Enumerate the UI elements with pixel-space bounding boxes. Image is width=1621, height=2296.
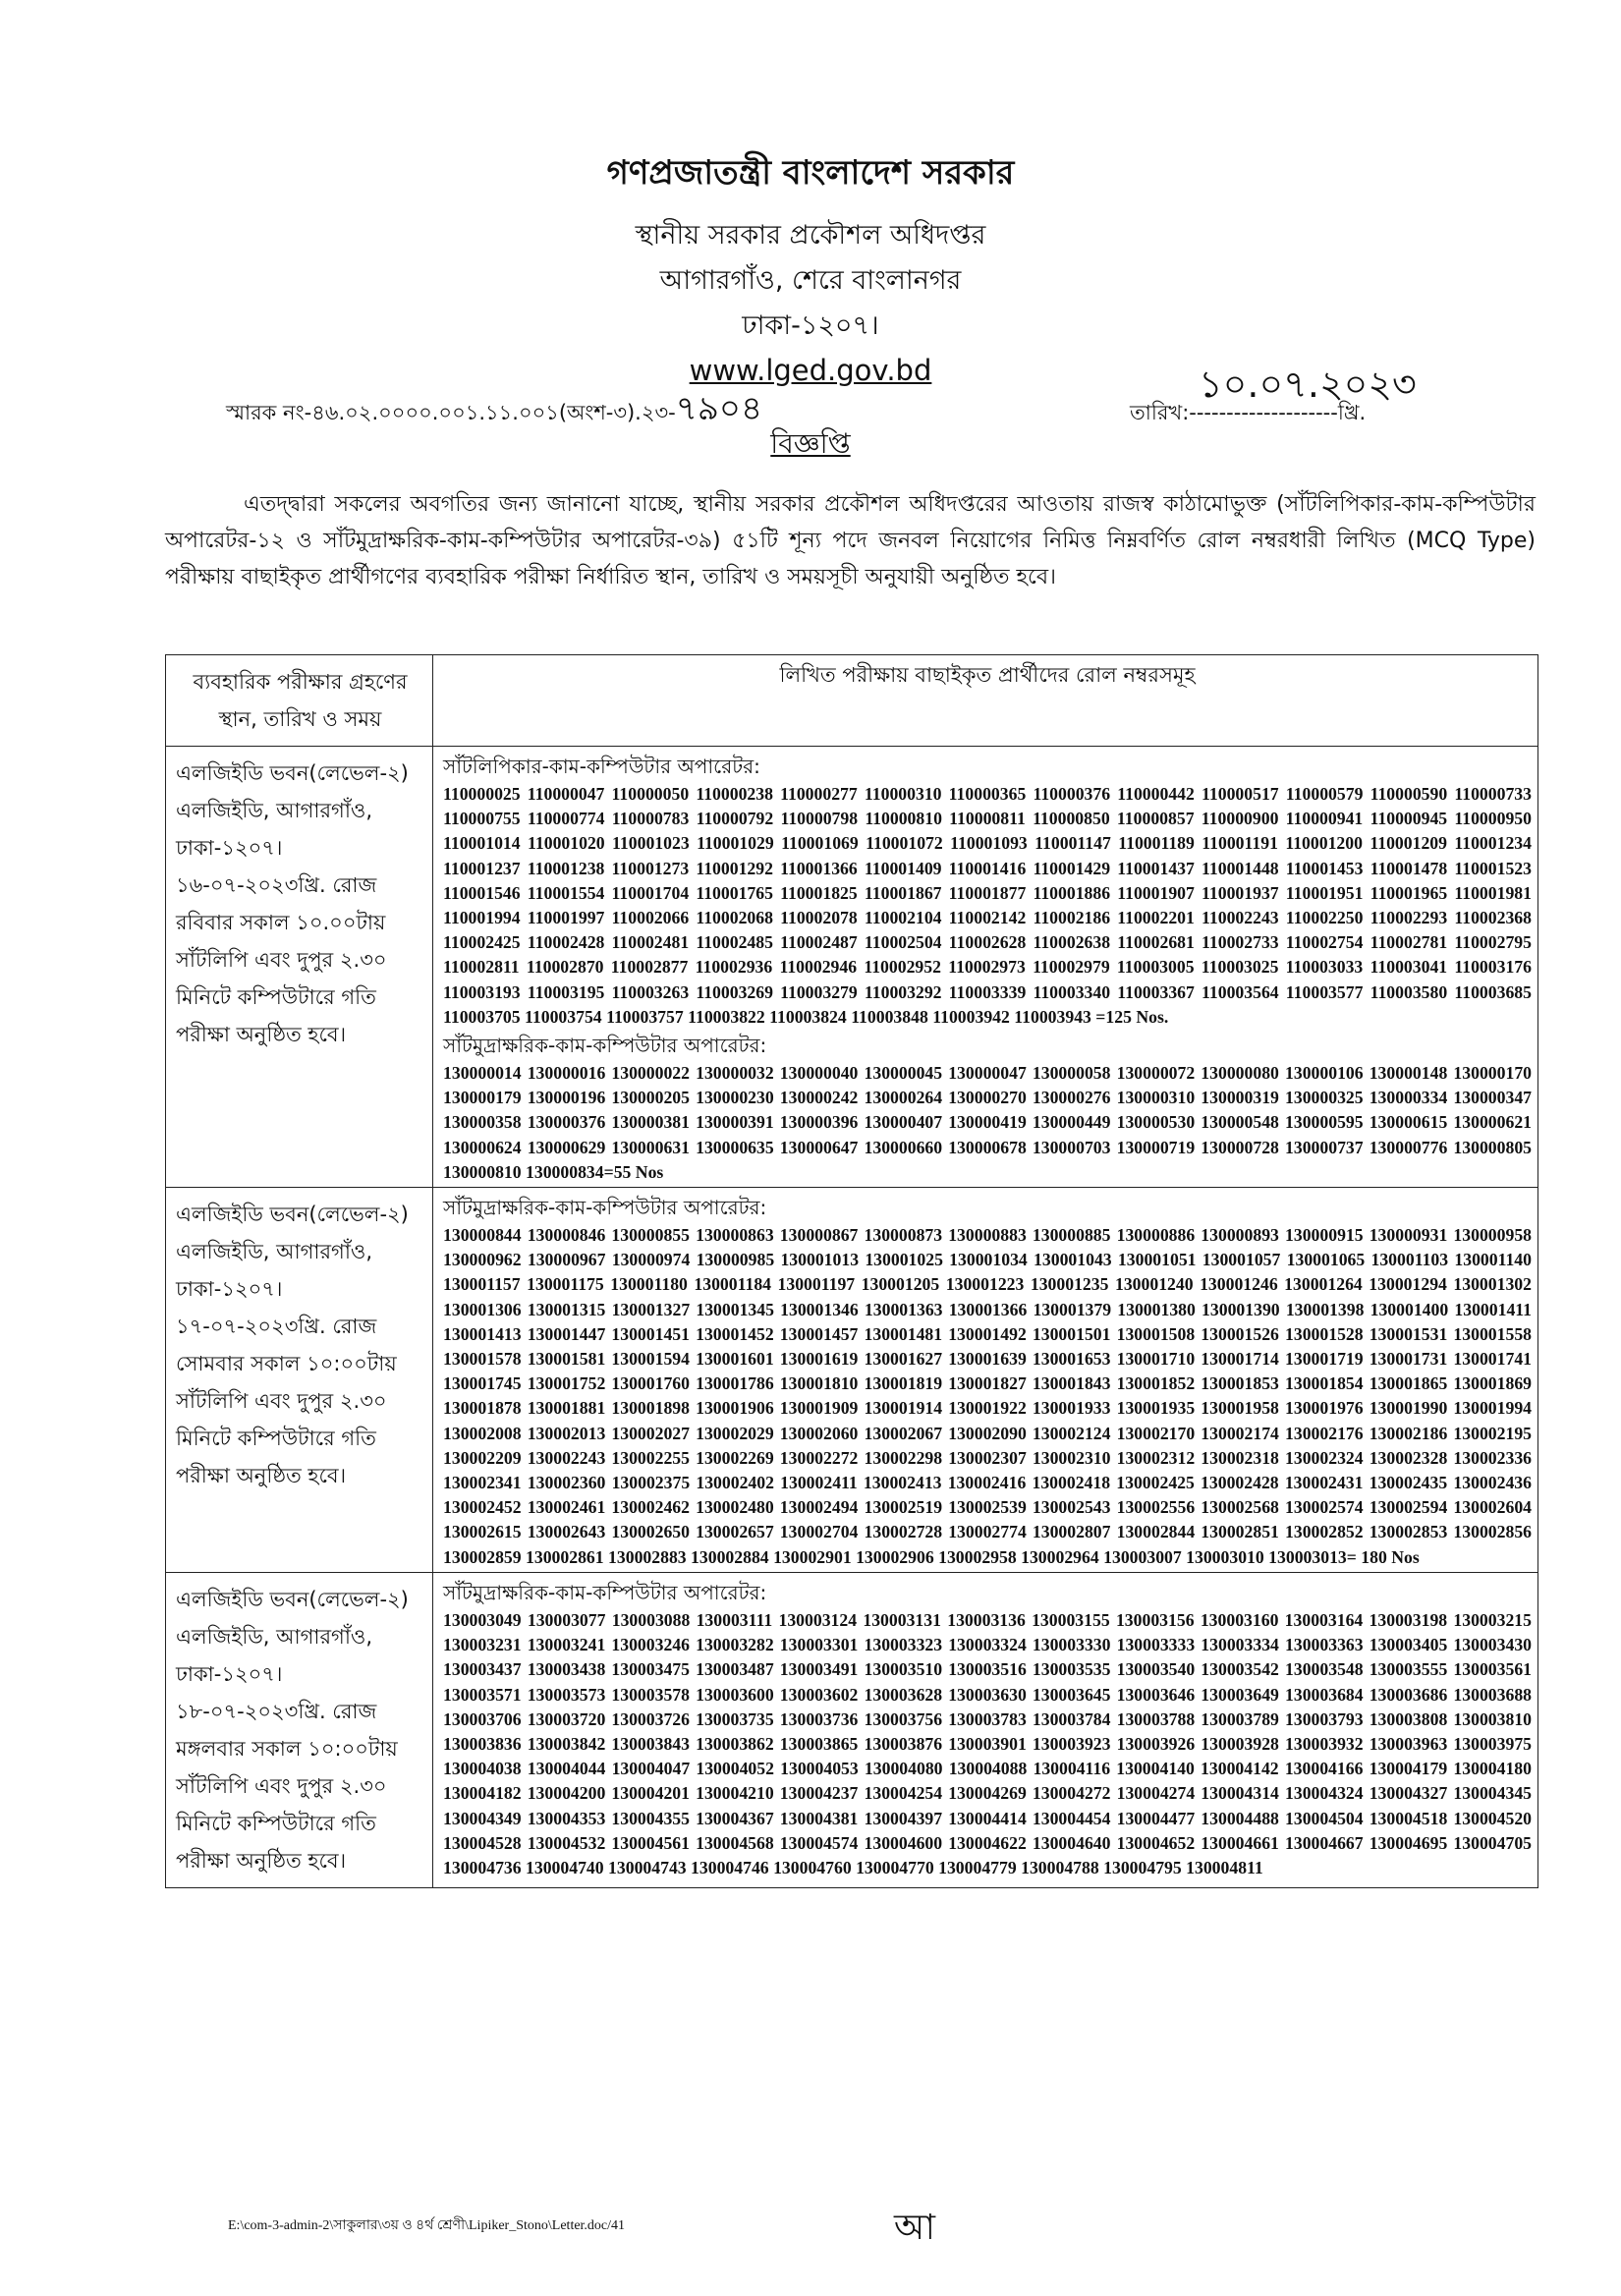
table-row (166, 1572, 1538, 1887)
memo-label: স্মারক নং-৪৬.০২.০০০০.০০১.১১.০০১(অংশ-৩).২৩- (226, 401, 676, 424)
venue-cell: এলজিইডি ভবন(লেভেল-২) এলজিইডি, আগারগাঁও, ঢাকা-১২০৭। ১৮-০৭-২০২৩খ্রি. রোজ মঙ্গলবার সকাল ১০:০০টায় সাঁটলিপি এবং দুপুর ২.৩০ মিনিটে কম্পিউটারে গতি পরীক্ষা অনুষ্ঠিত হবে। (166, 1572, 433, 1887)
address-line-2: ঢাকা-১২০৭। (742, 310, 879, 341)
venue-cell: এলজিইডি ভবন(লেভেল-২) এলজিইডি, আগারগাঁও, ঢাকা-১২০৭। ১৬-০৭-২০২৩খ্রি. রোজ রবিবার সকাল ১০.০০টায় সাঁটলিপি এবং দুপুর ২.৩০ মিনিটে কম্পিউটারে গতি পরীক্ষা অনুষ্ঠিত হবে। (166, 747, 433, 1188)
table-header-row (166, 655, 1538, 747)
post-title: সাঁটমুদ্রাক্ষরিক-কাম-কম্পিউটার অপারেটর: (443, 1580, 767, 1604)
table-row (166, 747, 1538, 1188)
address-line-1: আগারগাঁও, শেরে বাংলানগর (659, 265, 962, 296)
roll-numbers: 110000025 110000047 110000050 110000238 110000277 110000310 110000365 110000376 110000442 110000517 110000579 110000590 110000733 110000755 110000774 110000783 110000792 110000798 110000810 110000811 110000850 110000857 110000900 110000941 110000945 110000950 110001014 110001020 110001023 110001029 110001069 110001072 110001093 110001147 110001189 110001191 110001200 110001209 110001234 110001237 110001238 110001273 110001292 110001366 110001409 110001416 110001429 110001437 110001448 110001453 110001478 110001523 110001546 110001554 110001704 110001765 110001825 110001867 110001877 110001886 110001907 110001937 110001951 110001965 110001981 110001994 110001997 110002066 110002068 110002078 110002104 110002142 110002186 110002201 110002243 110002250 110002293 110002368 110002425 110002428 110002481 110002485 110002487 110002504 110002628 110002638 110002681 110002733 110002754 110002781 110002795 110002811 110002870 110002877 110002936 110002946 110002952 110002973 110002979 110003005 110003025 110003033 110003041 110003176 110003193 110003195 110003263 110003269 110003279 110003292 110003339 110003340 110003367 110003564 110003577 110003580 110003685 110003705 110003754 110003757 110003822 110003824 110003848 110003942 110003943 =125 Nos. (443, 784, 1532, 1027)
roll-numbers: 130000844 130000846 130000855 130000863 130000867 130000873 130000883 130000885 130000886 130000893 130000915 130000931 130000958 130000962 130000967 130000974 130000985 130001013 130001025 130001034 130001043 130001051 130001057 130001065 130001103 130001140 130001157 130001175 130001180 130001184 130001197 130001205 130001223 130001235 130001240 130001246 130001264 130001294 130001302 130001306 130001315 130001327 130001345 130001346 130001363 130001366 130001379 130001380 130001390 130001398 130001400 130001411 130001413 130001447 130001451 130001452 130001457 130001481 130001492 130001501 130001508 130001526 130001528 130001531 130001558 130001578 130001581 130001594 130001601 130001619 130001627 130001639 130001653 130001710 130001714 130001719 130001731 130001741 130001745 130001752 130001760 130001786 130001810 130001819 130001827 130001843 130001852 130001853 130001854 130001865 130001869 130001878 130001881 130001898 130001906 130001909 130001914 130001922 130001933 130001935 130001958 130001976 130001990 130001994 130002008 130002013 130002027 130002029 130002060 130002067 130002090 130002124 130002170 130002174 130002176 130002186 130002195 130002209 130002243 130002255 130002269 130002272 130002298 130002307 130002310 130002312 130002318 130002324 130002328 130002336 130002341 130002360 130002375 130002402 130002411 130002413 130002416 130002418 130002425 130002428 130002431 130002435 130002436 130002452 130002461 130002462 130002480 130002494 130002519 130002539 130002543 130002556 130002568 130002574 130002594 130002604 130002615 130002643 130002650 130002657 130002704 130002728 130002774 130002807 130002844 130002851 130002852 130002853 130002856 130002859 130002861 130002883 130002884 130002901 130002906 130002958 130002964 130003007 130003010 130003013= 180 Nos (443, 1225, 1532, 1567)
date-dashes: -------------------- (1189, 401, 1338, 424)
post-title: সাঁটলিপিকার-কাম-কম্পিউটার অপারেটর: (443, 755, 760, 778)
handwritten-date: ১০.০৭.২০২৩ (1199, 363, 1417, 406)
rolls-cell (433, 1572, 1538, 1887)
government-title: গণপ্রজাতন্ত্রী বাংলাদেশ সরকার (606, 153, 1015, 193)
website-link[interactable]: www.lged.gov.bd (689, 354, 932, 387)
header-rolls-cell: লিখিত পরীক্ষায় বাছাইকৃত প্রার্থীদের রোল নম্বরসমূহ (433, 655, 1538, 747)
venue-cell: এলজিইডি ভবন(লেভেল-২) এলজিইডি, আগারগাঁও, ঢাকা-১২০৭। ১৭-০৭-২০২৩খ্রি. রোজ সোমবার সকাল ১০:০০টায় সাঁটলিপি এবং দুপুর ২.৩০ মিনিটে কম্পিউটারে গতি পরীক্ষা অনুষ্ঠিত হবে। (166, 1188, 433, 1573)
rolls-cell (433, 1188, 1538, 1573)
table-row (166, 1188, 1538, 1573)
post-title: সাঁটমুদ্রাক্ষরিক-কাম-কম্পিউটার অপারেটর: (443, 1034, 767, 1058)
memo-handwritten-number: ৭৯০৪ (675, 389, 763, 428)
roll-numbers: 130003049 130003077 130003088 130003111 130003124 130003131 130003136 130003155 130003156 130003160 130003164 130003198 130003215 130003231 130003241 130003246 130003282 130003301 130003323 130003324 130003330 130003333 130003334 130003363 130003405 130003430 130003437 130003438 130003475 130003487 130003491 130003510 130003516 130003535 130003540 130003542 130003548 130003555 130003561 130003571 130003573 130003578 130003600 130003602 130003628 130003630 130003645 130003646 130003649 130003684 130003686 130003688 130003706 130003720 130003726 130003735 130003736 130003756 130003783 130003784 130003788 130003789 130003793 130003808 130003810 130003836 130003842 130003843 130003862 130003865 130003876 130003901 130003923 130003926 130003928 130003932 130003963 130003975 130004038 130004044 130004047 130004052 130004053 130004080 130004088 130004116 130004140 130004142 130004166 130004179 130004180 130004182 130004200 130004201 130004210 130004237 130004254 130004269 130004272 130004274 130004314 130004324 130004327 130004345 130004349 130004353 130004355 130004367 130004381 130004397 130004414 130004454 130004477 130004488 130004504 130004518 130004520 130004528 130004532 130004561 130004568 130004574 130004600 130004622 130004640 130004652 130004661 130004667 130004695 130004705 130004736 130004740 130004743 130004746 130004760 130004770 130004779 130004788 130004795 130004811 (443, 1609, 1532, 1877)
department-name: স্থানীয় সরকার প্রকৌশল অধিদপ্তর (635, 220, 986, 251)
roll-numbers: 130000014 130000016 130000022 130000032 130000040 130000045 130000047 130000058 130000072 130000080 130000106 130000148 130000170 130000179 130000196 130000205 130000230 130000242 130000264 130000270 130000276 130000310 130000319 130000325 130000334 130000347 130000358 130000376 130000381 130000391 130000396 130000407 130000419 130000449 130000530 130000548 130000595 130000615 130000621 130000624 130000629 130000631 130000635 130000647 130000660 130000678 130000703 130000719 130000728 130000737 130000776 130000805 130000810 130000834=55 Nos (443, 1063, 1532, 1182)
header-venue-cell: ব্যবহারিক পরীক্ষার গ্রহণের স্থান, তারিখ ও সময় (166, 655, 433, 747)
rolls-cell (433, 747, 1538, 1188)
notice-body: এতদ্দ্বারা সকলের অবগতির জন্য জানানো যাচ্ছে, স্থানীয় সরকার প্রকৌশল অধিদপ্তরের আওতায় রাজস্ব কাঠামোভুক্ত (সাঁটলিপিকার-কাম-কম্পিউটার অপারেটর-১২ ও সাঁটমুদ্রাক্ষরিক-কাম-কম্পিউটার অপারেটর-৩৯) ৫১টি শূন্য পদে জনবল নিয়োগের নিমিত্ত নিম্নবর্ণিত রোল নম্বরধারী লিখিত (MCQ Type) পরীক্ষায় বাছাইকৃত প্রার্থীগণের ব্যবহারিক পরীক্ষা নির্ধারিত স্থান, তারিখ ও সময়সূচী অনুযায়ী অনুষ্ঠিত হবে। (165, 492, 1536, 589)
exam-schedule-table (165, 654, 1538, 1888)
date-suffix: খ্রি. (1337, 401, 1367, 424)
post-title: সাঁটমুদ্রাক্ষরিক-কাম-কম্পিউটার অপারেটর: (443, 1196, 767, 1220)
notice-title: বিজ্ঞপ্তি (770, 427, 851, 460)
file-path: E:\com-3-admin-2\সাকুলার\৩য় ও ৪র্থ শ্রেণী\Lipiker_Stono\Letter.doc/41 (228, 2218, 626, 2233)
handwritten-initial: আ (894, 2208, 935, 2248)
date-label: তারিখ: (1130, 401, 1190, 424)
